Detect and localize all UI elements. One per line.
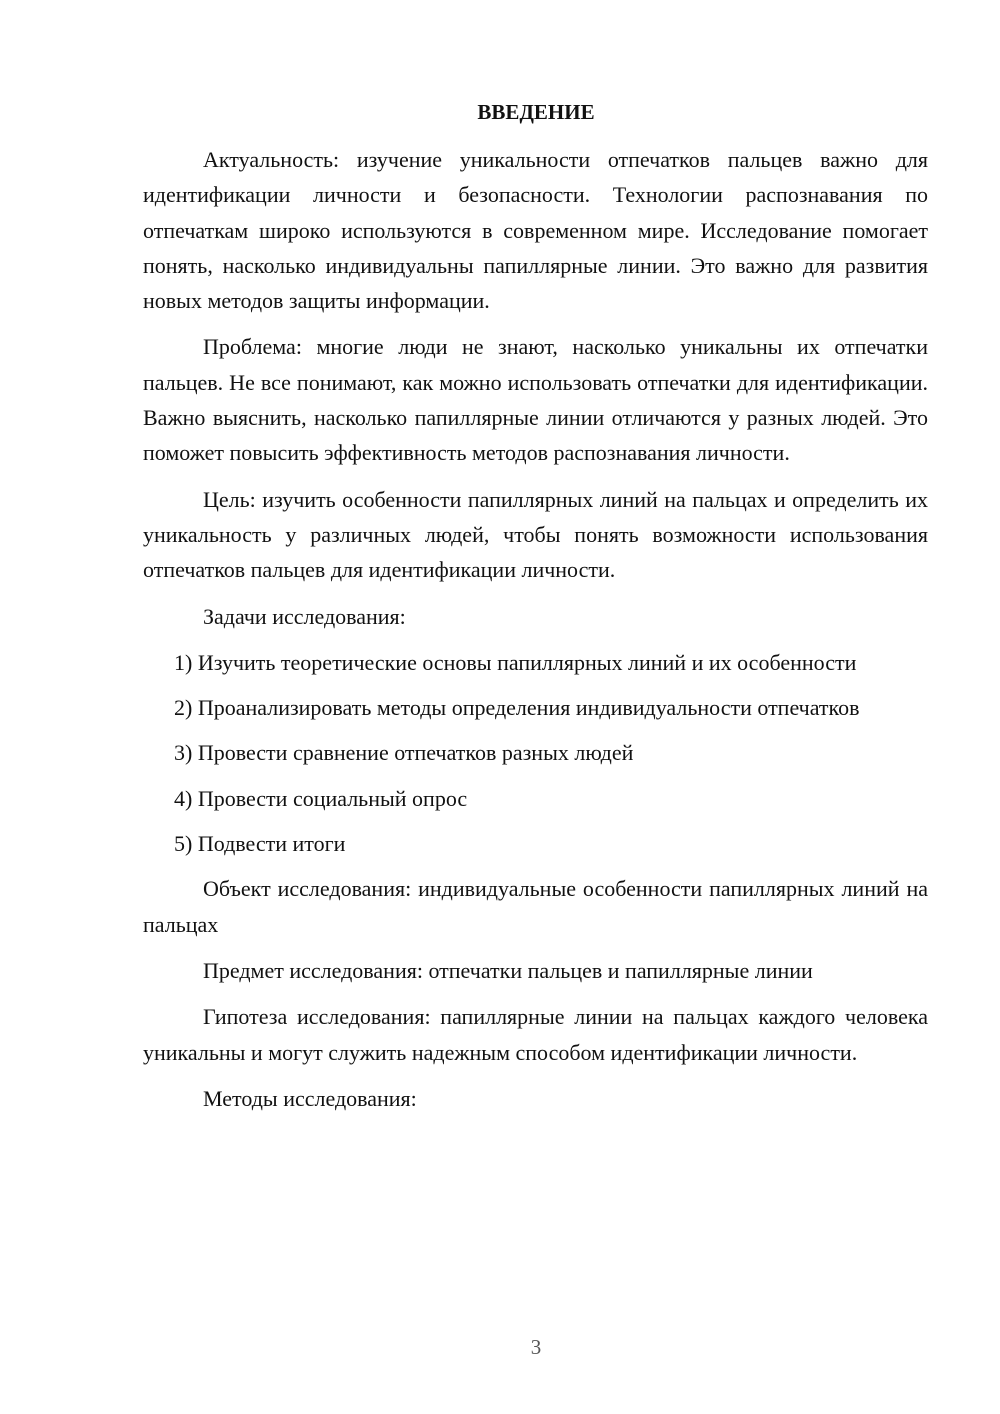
document-body — [143, 142, 928, 1127]
list-item: 2) Проанализировать методы определения индивидуальности отпечатков — [174, 695, 860, 721]
list-item: 1) Изучить теоретические основы папиллярных линий и их особенности — [174, 649, 857, 675]
list-item: 4) Провести социальный опрос — [174, 785, 468, 811]
paragraph-relevance: Актуальность: изучение уникальности отпечатков пальцев важно для идентификации личности и безопасности. Технологии распознавания по отпечаткам широко используются в современном мире. Исследование помогает понять, насколько индивидуальны папиллярные линии. Это важно для развития новых методов защиты информации. — [143, 147, 928, 314]
list-item: 3) Провести сравнение отпечатков разных людей — [174, 740, 634, 766]
paragraph-object: Объект исследования: индивидуальные особенности папиллярных линий на пальцах — [143, 876, 928, 937]
section-heading: ВВЕДЕНИЕ — [477, 100, 595, 124]
list-item: 5) Подвести итоги — [174, 831, 346, 857]
paragraph-methods: Методы исследования: — [203, 1085, 417, 1111]
paragraph-tasks-intro: Задачи исследования: — [203, 603, 406, 629]
tasks-list — [143, 645, 928, 861]
paragraph-hypothesis: Гипотеза исследования: папиллярные линии на пальцах каждого человека уникальны и могут служить надежным способом идентификации личности. — [143, 1004, 928, 1065]
paragraph-subject: Предмет исследования: отпечатки пальцев и папиллярные линии — [203, 957, 813, 983]
paragraph-problem: Проблема: многие люди не знают, насколько уникальны их отпечатки пальцев. Не все понимают, как можно использовать отпечатки для идентификации. Важно выяснить, насколько папиллярные линии отличаются у разных людей. Это поможет повысить эффективность методов распознавания личности. — [143, 334, 928, 466]
paragraph-goal: Цель: изучить особенности папиллярных линий на пальцах и определить их уникальность у различных людей, чтобы понять возможности использования отпечатков пальцев для идентификации личности. — [143, 486, 928, 583]
page-number: 3 — [530, 1335, 542, 1359]
